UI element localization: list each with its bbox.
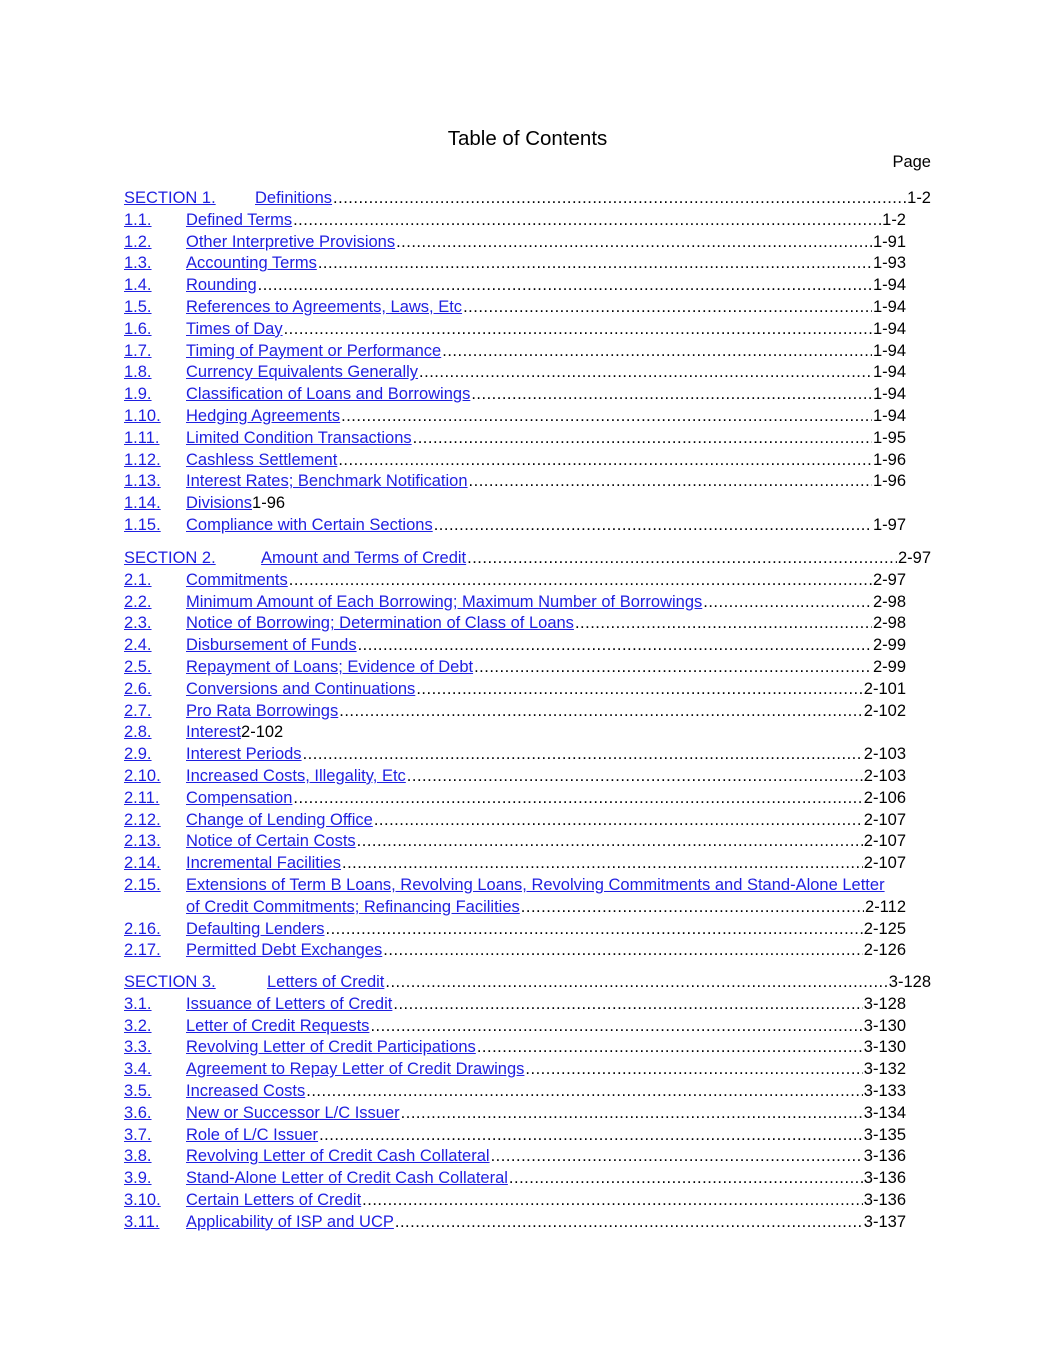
toc-entry-number[interactable]: 1.4. xyxy=(124,276,152,295)
toc-page-number: 3-133 xyxy=(863,1082,906,1100)
toc-entry-title[interactable]: Hedging Agreements xyxy=(186,407,341,425)
dot-leader xyxy=(395,1212,863,1234)
toc-entry-number[interactable]: 1.10. xyxy=(124,407,161,425)
toc-page-number: 2-97 xyxy=(897,549,931,567)
toc-entry xyxy=(124,701,906,723)
toc-entry-row xyxy=(186,210,906,232)
toc-page-number: 2-126 xyxy=(863,941,906,960)
toc-entry-number[interactable]: 3.4. xyxy=(124,1060,152,1079)
toc-entry xyxy=(124,319,906,341)
toc-entry xyxy=(124,635,906,657)
toc-entry-row xyxy=(186,319,906,341)
toc-page-number: 1-94 xyxy=(872,407,906,425)
toc-entry-number[interactable]: 1.11. xyxy=(124,428,160,447)
toc-entry-row xyxy=(186,406,906,428)
toc-entry xyxy=(124,613,906,635)
dot-leader xyxy=(258,275,872,297)
toc-entry-title-line xyxy=(186,875,993,897)
toc-entry xyxy=(124,919,906,941)
toc-page-number: 2-102 xyxy=(241,723,284,742)
dot-leader xyxy=(358,635,872,657)
toc-entry-row xyxy=(186,919,906,941)
toc-entry-number[interactable]: 2.11. xyxy=(124,788,160,807)
dot-leader xyxy=(413,428,872,450)
toc-entry-row xyxy=(186,679,906,701)
toc-page-number: 1-94 xyxy=(872,298,906,316)
toc-section-heading xyxy=(124,188,931,210)
toc-entry xyxy=(124,428,906,450)
toc-entry-number[interactable]: 3.9. xyxy=(124,1169,152,1188)
toc-page-number: 3-128 xyxy=(863,994,906,1013)
toc-entry-title[interactable]: Incremental Facilities xyxy=(186,854,341,873)
toc-entry-number[interactable]: 2.1. xyxy=(124,570,152,589)
dot-leader xyxy=(407,766,863,788)
dot-leader xyxy=(333,188,906,210)
toc-entry-number[interactable]: 1.7. xyxy=(124,341,152,360)
toc-entry xyxy=(124,210,906,232)
dot-leader xyxy=(385,972,887,994)
dot-leader xyxy=(419,362,872,384)
toc-entry xyxy=(124,406,906,428)
dot-leader xyxy=(303,744,863,766)
toc-entry-row xyxy=(186,701,906,723)
toc-entry-row xyxy=(186,831,906,853)
dot-leader xyxy=(471,384,872,406)
toc-entry-title[interactable]: Revolving Letter of Credit Participations xyxy=(186,1038,476,1057)
toc-entry xyxy=(124,1125,906,1147)
dot-leader xyxy=(521,897,864,919)
toc-entry-title[interactable]: Role of L/C Issuer xyxy=(186,1125,319,1144)
toc-entry-title[interactable]: Agreement to Repay Letter of Credit Drawings xyxy=(186,1060,525,1079)
dot-leader xyxy=(396,232,872,254)
dot-leader xyxy=(467,548,897,570)
toc-entry-row xyxy=(186,232,906,254)
toc-entry-row xyxy=(186,515,906,537)
toc-entry xyxy=(124,253,906,275)
toc-page-number: 2-103 xyxy=(863,745,906,764)
toc-entry-number[interactable]: 2.15. xyxy=(124,876,161,894)
toc-entry-title[interactable]: Interest xyxy=(186,723,242,742)
toc-entry-title[interactable]: Permitted Debt Exchanges xyxy=(186,941,383,960)
toc-page-number: 1-2 xyxy=(907,189,931,207)
toc-section-label[interactable]: SECTION 2. xyxy=(124,549,216,567)
toc-page-number: 3-132 xyxy=(863,1060,906,1079)
toc-entry-title[interactable]: Extensions of Term B Loans, Revolving Loans, Revolving Commitments and Stand-Alone Letter xyxy=(186,876,885,894)
toc-entry xyxy=(124,810,906,832)
toc-entry-title[interactable]: Conversions and Continuations xyxy=(186,679,416,698)
toc-entry xyxy=(124,1190,906,1212)
toc-entry-title[interactable]: Notice of Borrowing; Determination of Class of Loans xyxy=(186,614,574,633)
toc-entry-row xyxy=(186,1037,906,1059)
toc-entry-title[interactable]: Repayment of Loans; Evidence of Debt xyxy=(186,658,474,676)
dot-leader xyxy=(326,919,863,941)
dot-leader xyxy=(284,319,872,341)
toc-entry-row xyxy=(186,297,906,319)
toc-page-number: 1-96 xyxy=(252,494,286,513)
toc-entry-title[interactable]: Issuance of Letters of Credit xyxy=(186,994,393,1013)
toc-entry xyxy=(124,994,906,1016)
toc-entry xyxy=(124,232,906,254)
dot-leader xyxy=(319,1125,863,1147)
toc-page-number: 2-99 xyxy=(872,636,906,655)
toc-entry-row xyxy=(186,722,906,744)
toc-entry xyxy=(124,297,906,319)
toc-entry-row xyxy=(186,341,906,363)
dot-leader xyxy=(374,810,863,832)
dot-leader xyxy=(416,679,862,701)
toc-entry-number[interactable]: 1.13. xyxy=(124,472,161,491)
dot-leader xyxy=(463,297,872,319)
toc-entry xyxy=(124,1168,906,1190)
toc-entry-title[interactable]: Letter of Credit Requests xyxy=(186,1016,370,1035)
toc-entry xyxy=(124,1059,906,1081)
toc-entry xyxy=(124,679,906,701)
toc-page-number: 2-125 xyxy=(863,919,906,938)
toc-entry-number[interactable]: 2.9. xyxy=(124,745,152,764)
toc-entry-title[interactable]: Increased Costs xyxy=(186,1082,306,1100)
toc-entry-row xyxy=(186,1081,906,1103)
toc-entry xyxy=(124,515,906,537)
dot-leader xyxy=(339,701,863,723)
toc-entry-number[interactable]: 1.15. xyxy=(124,516,161,534)
toc-entry-row xyxy=(186,744,906,766)
toc-entry-row xyxy=(186,635,906,657)
toc-entry-title[interactable]: New or Successor L/C Issuer xyxy=(186,1103,400,1122)
toc-entry-row xyxy=(186,450,906,472)
toc-page-number: 1-96 xyxy=(872,450,906,469)
dot-leader xyxy=(342,853,863,875)
toc-entry-title-continued[interactable]: of Credit Commitments; Refinancing Facilities xyxy=(186,897,520,916)
toc-entry xyxy=(124,362,906,384)
toc-entry-number[interactable]: 3.3. xyxy=(124,1038,152,1057)
toc-page-number: 1-93 xyxy=(872,254,906,273)
toc-entry-number[interactable]: 2.13. xyxy=(124,832,161,851)
dot-leader xyxy=(293,210,881,232)
toc-entry xyxy=(124,853,906,875)
toc-entry xyxy=(124,384,906,406)
toc-entry xyxy=(124,1081,906,1103)
toc-entry xyxy=(124,450,906,472)
toc-entry-number[interactable]: 3.8. xyxy=(124,1147,152,1166)
toc-section-label[interactable]: SECTION 1. xyxy=(124,189,216,207)
toc-entry-title[interactable]: Other Interpretive Provisions xyxy=(186,232,396,251)
toc-entry-title[interactable]: Currency Equivalents Generally xyxy=(186,363,419,382)
toc-entry-title[interactable]: Defaulting Lenders xyxy=(186,919,325,938)
toc-entry-continuation xyxy=(124,897,906,919)
toc-entry-number[interactable]: 2.14. xyxy=(124,854,161,873)
dot-leader xyxy=(393,994,862,1016)
dot-leader xyxy=(306,1081,863,1103)
toc-entry-row xyxy=(186,471,906,493)
toc-entry-title[interactable]: Revolving Letter of Credit Cash Collateral xyxy=(186,1147,490,1166)
toc-entry-row xyxy=(186,493,906,515)
toc-entry-title[interactable]: Classification of Loans and Borrowings xyxy=(186,385,471,404)
toc-page-number: 1-2 xyxy=(882,210,906,229)
toc-entry-number[interactable]: 1.3. xyxy=(124,254,152,273)
toc-entry-row xyxy=(186,275,906,297)
toc-entry xyxy=(124,744,906,766)
toc-entry-row xyxy=(186,657,906,679)
dot-leader xyxy=(491,1146,863,1168)
toc-section-row xyxy=(124,548,931,570)
toc-page-number: 1-96 xyxy=(872,472,906,491)
toc-page-number: 3-134 xyxy=(863,1103,906,1122)
dot-leader xyxy=(362,1190,863,1212)
toc-entry-title[interactable]: Stand-Alone Letter of Credit Cash Collateral xyxy=(186,1169,508,1188)
toc-entry-number[interactable]: 1.6. xyxy=(124,319,152,338)
toc-page-number: 2-99 xyxy=(872,658,906,676)
toc-entry xyxy=(124,1212,906,1234)
toc-entry xyxy=(124,275,906,297)
toc-page-number: 2-97 xyxy=(872,570,906,589)
toc-section-title[interactable]: Letters of Credit xyxy=(267,973,385,991)
toc-entry xyxy=(124,1103,906,1125)
toc-entry-number[interactable]: 2.16. xyxy=(124,919,161,938)
dot-leader xyxy=(434,515,872,537)
toc-entry-number[interactable]: 2.4. xyxy=(124,636,152,655)
toc-entry-title[interactable]: Interest Periods xyxy=(186,745,302,764)
toc-entry-row xyxy=(186,1212,906,1234)
toc-entry-title[interactable]: Times of Day xyxy=(186,319,283,338)
toc-entry-title[interactable]: Limited Condition Transactions xyxy=(186,428,412,447)
dot-leader xyxy=(341,406,872,428)
toc-entry-title[interactable]: Commitments xyxy=(186,570,288,589)
toc-entry-number[interactable]: 3.1. xyxy=(124,994,152,1013)
toc-entry-title[interactable]: Compliance with Certain Sections xyxy=(186,516,433,534)
dot-leader xyxy=(383,940,863,962)
toc-page-number: 2-106 xyxy=(863,788,906,807)
toc-entry-title[interactable]: Compensation xyxy=(186,788,293,807)
toc-entry-title[interactable]: Pro Rata Borrowings xyxy=(186,701,339,720)
toc-page-number: 3-130 xyxy=(863,1038,906,1057)
toc-entry xyxy=(124,1146,906,1168)
toc-entry xyxy=(124,831,906,853)
toc-page-number: 2-98 xyxy=(872,614,906,633)
toc-entry-number[interactable]: 2.7. xyxy=(124,701,152,720)
dot-leader xyxy=(338,450,872,472)
toc-entry-row xyxy=(186,788,906,810)
toc-entry xyxy=(124,341,906,363)
toc-entry-row xyxy=(186,766,906,788)
toc-entry-row xyxy=(186,1059,906,1081)
toc-section-heading xyxy=(124,972,931,994)
toc-section-heading xyxy=(124,548,931,570)
toc-page-number: 1-95 xyxy=(872,428,906,447)
toc-entry-title[interactable]: Minimum Amount of Each Borrowing; Maximum Number of Borrowings xyxy=(186,592,703,611)
toc-entry-number[interactable]: 2.17. xyxy=(124,941,161,960)
dot-leader xyxy=(401,1103,863,1125)
toc-page-number: 1-94 xyxy=(872,341,906,360)
document-title: Table of Contents xyxy=(447,127,608,150)
toc-entry-number[interactable]: 3.2. xyxy=(124,1016,152,1035)
toc-entry xyxy=(124,570,906,592)
toc-page-number: 3-135 xyxy=(863,1125,906,1144)
dot-leader xyxy=(289,570,872,592)
toc-entry-title[interactable]: Change of Lending Office xyxy=(186,810,373,829)
toc-entry-title[interactable]: Defined Terms xyxy=(186,210,293,229)
toc-entry-number[interactable]: 1.1. xyxy=(124,210,152,229)
toc-entry xyxy=(124,1037,906,1059)
toc-page-number: 3-137 xyxy=(863,1212,906,1231)
toc-entry-number[interactable]: 2.2. xyxy=(124,592,152,611)
toc-entry xyxy=(124,875,906,897)
dot-leader xyxy=(477,1037,863,1059)
dot-leader xyxy=(293,788,862,810)
toc-entry-number[interactable]: 2.6. xyxy=(124,679,152,698)
toc-entry-title[interactable]: Interest Rates; Benchmark Notification xyxy=(186,472,468,491)
toc-page-number: 2-101 xyxy=(863,679,906,698)
toc-entry-row xyxy=(186,613,906,635)
toc-page-number: 1-94 xyxy=(872,385,906,404)
toc-page-number: 2-103 xyxy=(863,767,906,785)
toc-entry-title[interactable]: Increased Costs, Illegality, Etc xyxy=(186,767,406,785)
dot-leader xyxy=(357,831,863,853)
toc-section-label[interactable]: SECTION 3. xyxy=(124,973,216,991)
toc-entry-row xyxy=(186,253,906,275)
toc-page-number: 3-136 xyxy=(863,1147,906,1166)
toc-entry-number[interactable]: 1.9. xyxy=(124,385,152,404)
toc-page-number: 1-94 xyxy=(872,319,906,338)
toc-entry-row xyxy=(186,1190,906,1212)
toc-entry-number[interactable]: 2.5. xyxy=(124,658,152,676)
toc-entry-number[interactable]: 3.5. xyxy=(124,1082,152,1100)
toc-entry-row xyxy=(186,810,906,832)
toc-entry-number[interactable]: 2.8. xyxy=(124,723,152,742)
toc-entry-title[interactable]: Accounting Terms xyxy=(186,254,317,273)
toc-entry-number[interactable]: 3.11. xyxy=(124,1212,160,1231)
toc-entry-number[interactable]: 1.12. xyxy=(124,450,161,469)
toc-entry-number[interactable]: 3.6. xyxy=(124,1103,152,1122)
toc-entry-row xyxy=(186,853,906,875)
toc-entry-row xyxy=(186,1016,906,1038)
toc-entry-number[interactable]: 1.8. xyxy=(124,363,152,382)
toc-entry-title[interactable]: References to Agreements, Laws, Etc xyxy=(186,298,463,316)
toc-page-number: 1-94 xyxy=(872,363,906,382)
toc-page-number: 1-94 xyxy=(872,276,906,295)
toc-entry-row xyxy=(186,428,906,450)
toc-entry-row xyxy=(186,994,906,1016)
toc-entry xyxy=(124,766,906,788)
toc-page-number: 2-112 xyxy=(865,897,906,916)
toc-entry xyxy=(124,592,906,614)
toc-entry xyxy=(124,722,906,744)
dot-leader xyxy=(509,1168,863,1190)
toc-page-number: 2-107 xyxy=(863,810,906,829)
dot-leader xyxy=(525,1059,862,1081)
toc-entry-row xyxy=(186,592,906,614)
toc-page-number: 2-102 xyxy=(863,701,906,720)
toc-entry-row xyxy=(186,1168,906,1190)
toc-entry-number[interactable]: 2.12. xyxy=(124,810,161,829)
toc-entry xyxy=(124,940,906,962)
toc-entry-row xyxy=(186,1125,906,1147)
toc-entry xyxy=(124,493,906,515)
toc-entry-number[interactable]: 1.2. xyxy=(124,232,152,251)
toc-entry-row xyxy=(186,570,906,592)
page-column-heading: Page xyxy=(892,153,931,171)
toc-entry-title[interactable]: Cashless Settlement xyxy=(186,450,338,469)
toc-entry-title[interactable]: Disbursement of Funds xyxy=(186,636,357,655)
toc-page-number: 1-97 xyxy=(872,516,906,534)
toc-entry-title[interactable]: Notice of Certain Costs xyxy=(186,832,356,851)
toc-entry-number[interactable]: 1.5. xyxy=(124,298,152,316)
toc-entry xyxy=(124,1016,906,1038)
toc-page-number: 3-130 xyxy=(863,1016,906,1035)
toc-entry-row xyxy=(186,1103,906,1125)
toc-entry-row xyxy=(186,1146,906,1168)
toc-page-number: 2-98 xyxy=(872,592,906,611)
toc-page-number: 3-136 xyxy=(863,1169,906,1188)
dot-leader xyxy=(474,657,872,679)
toc-entry xyxy=(124,657,906,679)
toc-entry-title[interactable]: Certain Letters of Credit xyxy=(186,1191,362,1209)
toc-section-row xyxy=(124,972,931,994)
toc-page-number: 2-107 xyxy=(863,832,906,851)
toc-entry-number[interactable]: 2.3. xyxy=(124,614,152,633)
toc-entry-title[interactable]: Rounding xyxy=(186,276,257,295)
dot-leader xyxy=(442,341,872,363)
toc-section-title[interactable]: Definitions xyxy=(255,189,333,207)
toc-entry-number[interactable]: 3.7. xyxy=(124,1125,152,1144)
toc-entry-title[interactable]: Timing of Payment or Performance xyxy=(186,341,442,360)
toc-entry-row xyxy=(186,940,906,962)
dot-leader xyxy=(469,471,872,493)
toc-page-number: 3-128 xyxy=(888,973,931,991)
dot-leader xyxy=(703,592,872,614)
toc-entry-row xyxy=(186,362,906,384)
toc-section-row xyxy=(124,188,931,210)
dot-leader xyxy=(370,1016,862,1038)
toc-section-title[interactable]: Amount and Terms of Credit xyxy=(261,549,467,567)
toc-entry-title[interactable]: Applicability of ISP and UCP xyxy=(186,1212,394,1231)
toc-entry xyxy=(124,788,906,810)
dot-leader xyxy=(575,613,872,635)
toc-entry-row xyxy=(186,384,906,406)
toc-entry-row xyxy=(186,897,906,919)
toc-entry-number[interactable]: 3.10. xyxy=(124,1191,161,1209)
dot-leader xyxy=(318,253,872,275)
toc-page-number: 3-136 xyxy=(863,1191,906,1209)
toc-entry-title[interactable]: Divisions xyxy=(186,494,253,513)
toc-entry-number[interactable]: 2.10. xyxy=(124,767,161,785)
toc-page-number: 1-91 xyxy=(872,232,906,251)
toc-entry xyxy=(124,471,906,493)
toc-entry-number[interactable]: 1.14. xyxy=(124,494,161,513)
toc-page-number: 2-107 xyxy=(863,854,906,873)
